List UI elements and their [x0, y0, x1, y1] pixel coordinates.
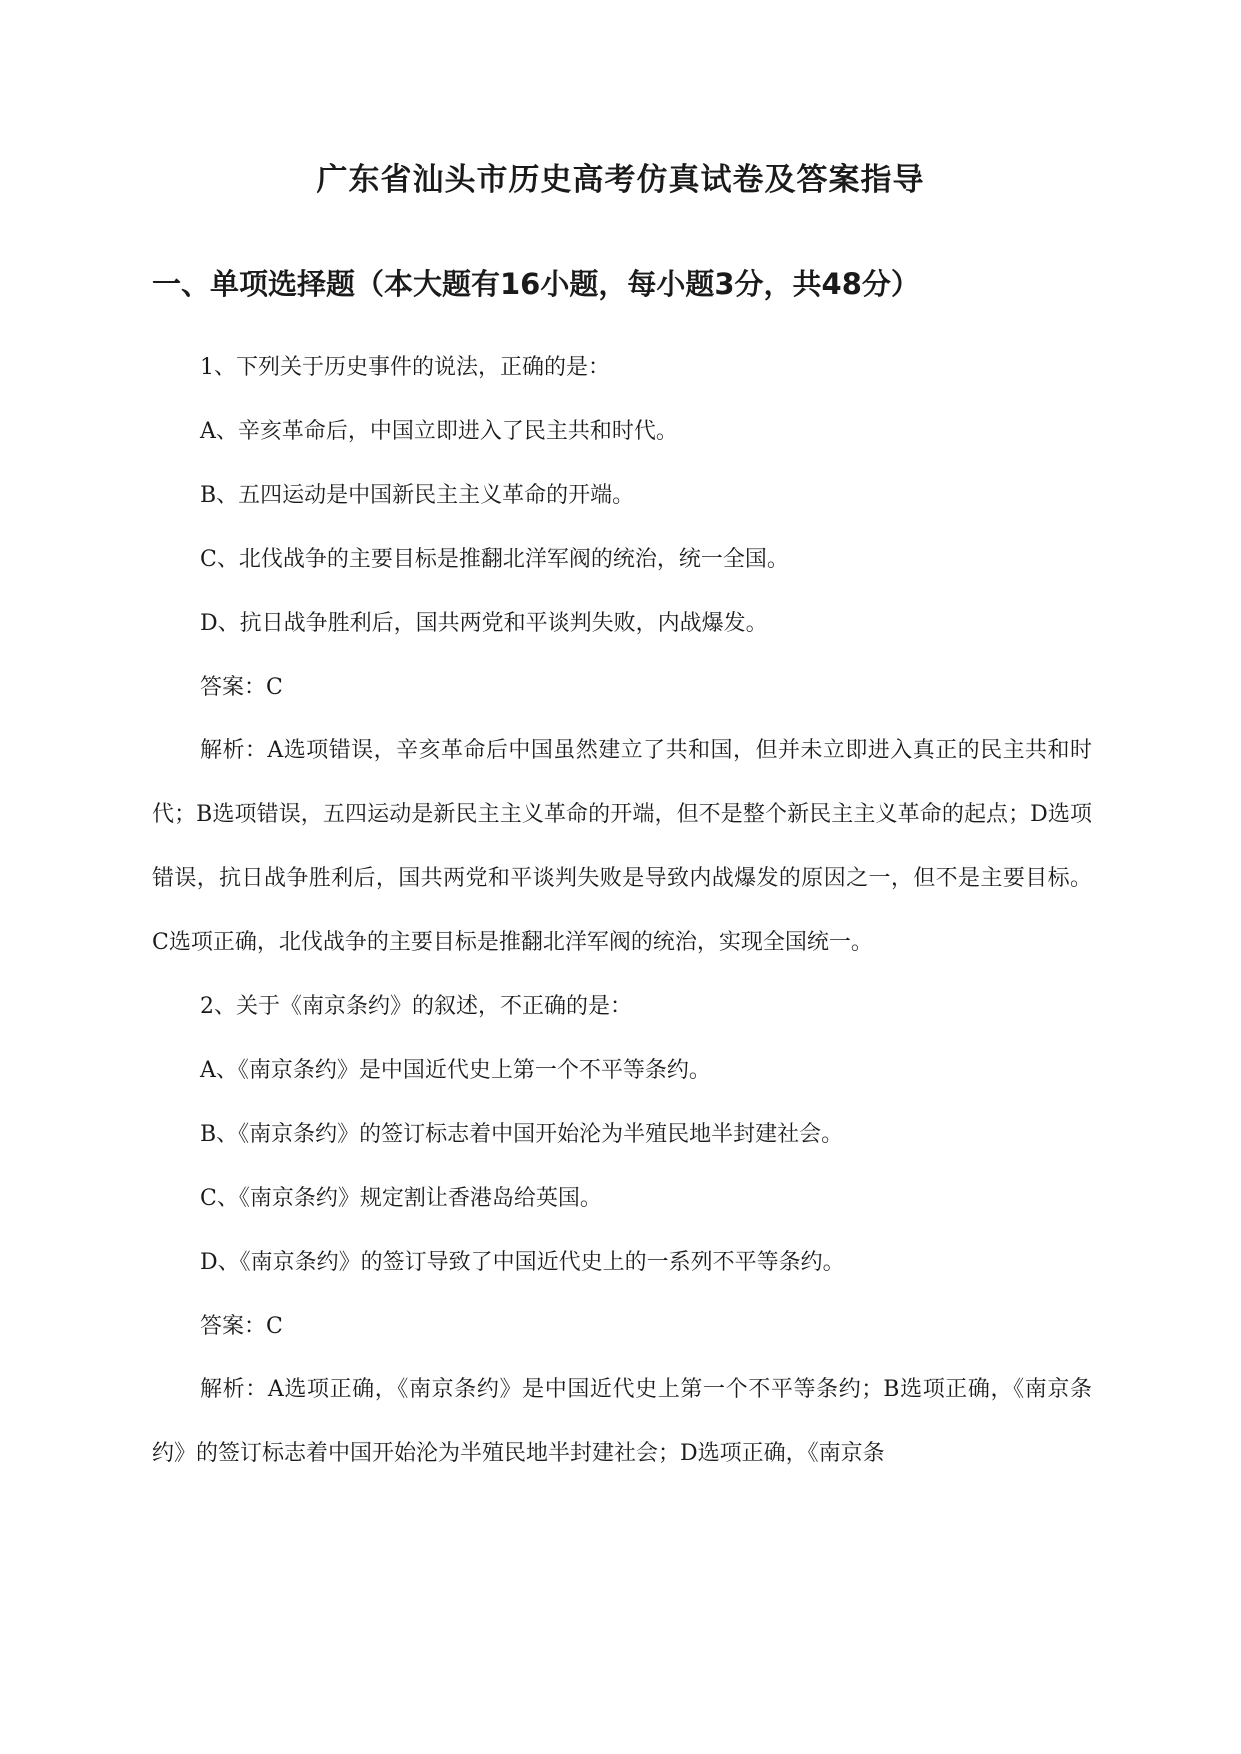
question-1-stem: 1、下列关于历史事件的说法，正确的是： — [200, 355, 610, 380]
page-title: 广东省汕头市历史高考仿真试卷及答案指导 — [316, 162, 925, 198]
question-2-option-d: D、《南京条约》的签订导致了中国近代史上的一系列不平等条约。 — [200, 1250, 845, 1275]
question-2-option-c: C、《南京条约》规定割让香港岛给英国。 — [200, 1186, 602, 1211]
question-1-option-d: D、抗日战争胜利后，国共两党和平谈判失败，内战爆发。 — [200, 611, 768, 636]
questions-content — [152, 350, 1092, 1500]
question-2-option-a: A、《南京条约》是中国近代史上第一个不平等条约。 — [200, 1058, 711, 1083]
question-2-option-b: B、《南京条约》的签订标志着中国开始沦为半殖民地半封建社会。 — [200, 1122, 844, 1147]
question-1-option-a: A、辛亥革命后，中国立即进入了民主共和时代。 — [200, 419, 678, 444]
section-heading: 一、单项选择题（本大题有16小题，每小题3分，共48分） — [152, 267, 920, 301]
question-1-option-c: C、北伐战争的主要目标是推翻北洋军阀的统治，统一全国。 — [200, 547, 789, 572]
question-1-answer: 答案：C — [200, 675, 283, 700]
question-2-analysis: 解析：A选项正确，《南京条约》是中国近代史上第一个不平等条约；B选项正确，《南京条约》的签订标志着中国开始沦为半殖民地半封建社会；D选项正确，《南京条 — [152, 1377, 1092, 1466]
question-1-analysis: 解析：A选项错误，辛亥革命后中国虽然建立了共和国，但并未立即进入真正的民主共和时代；B选项错误，五四运动是新民主主义革命的开端，但不是整个新民主主义革命的起点；D选项错误，抗日战争胜利后，国共两党和平谈判失败是导致内战爆发的原因之一，但不是主要目标。C选项正确，北伐战争的主要目标是推翻北洋军阀的统治，实现全国统一。 — [152, 738, 1092, 955]
question-1-option-b: B、五四运动是中国新民主主义革命的开端。 — [200, 483, 635, 508]
question-2-stem: 2、关于《南京条约》的叙述，不正确的是： — [200, 994, 632, 1019]
question-2-answer: 答案：C — [200, 1314, 283, 1339]
